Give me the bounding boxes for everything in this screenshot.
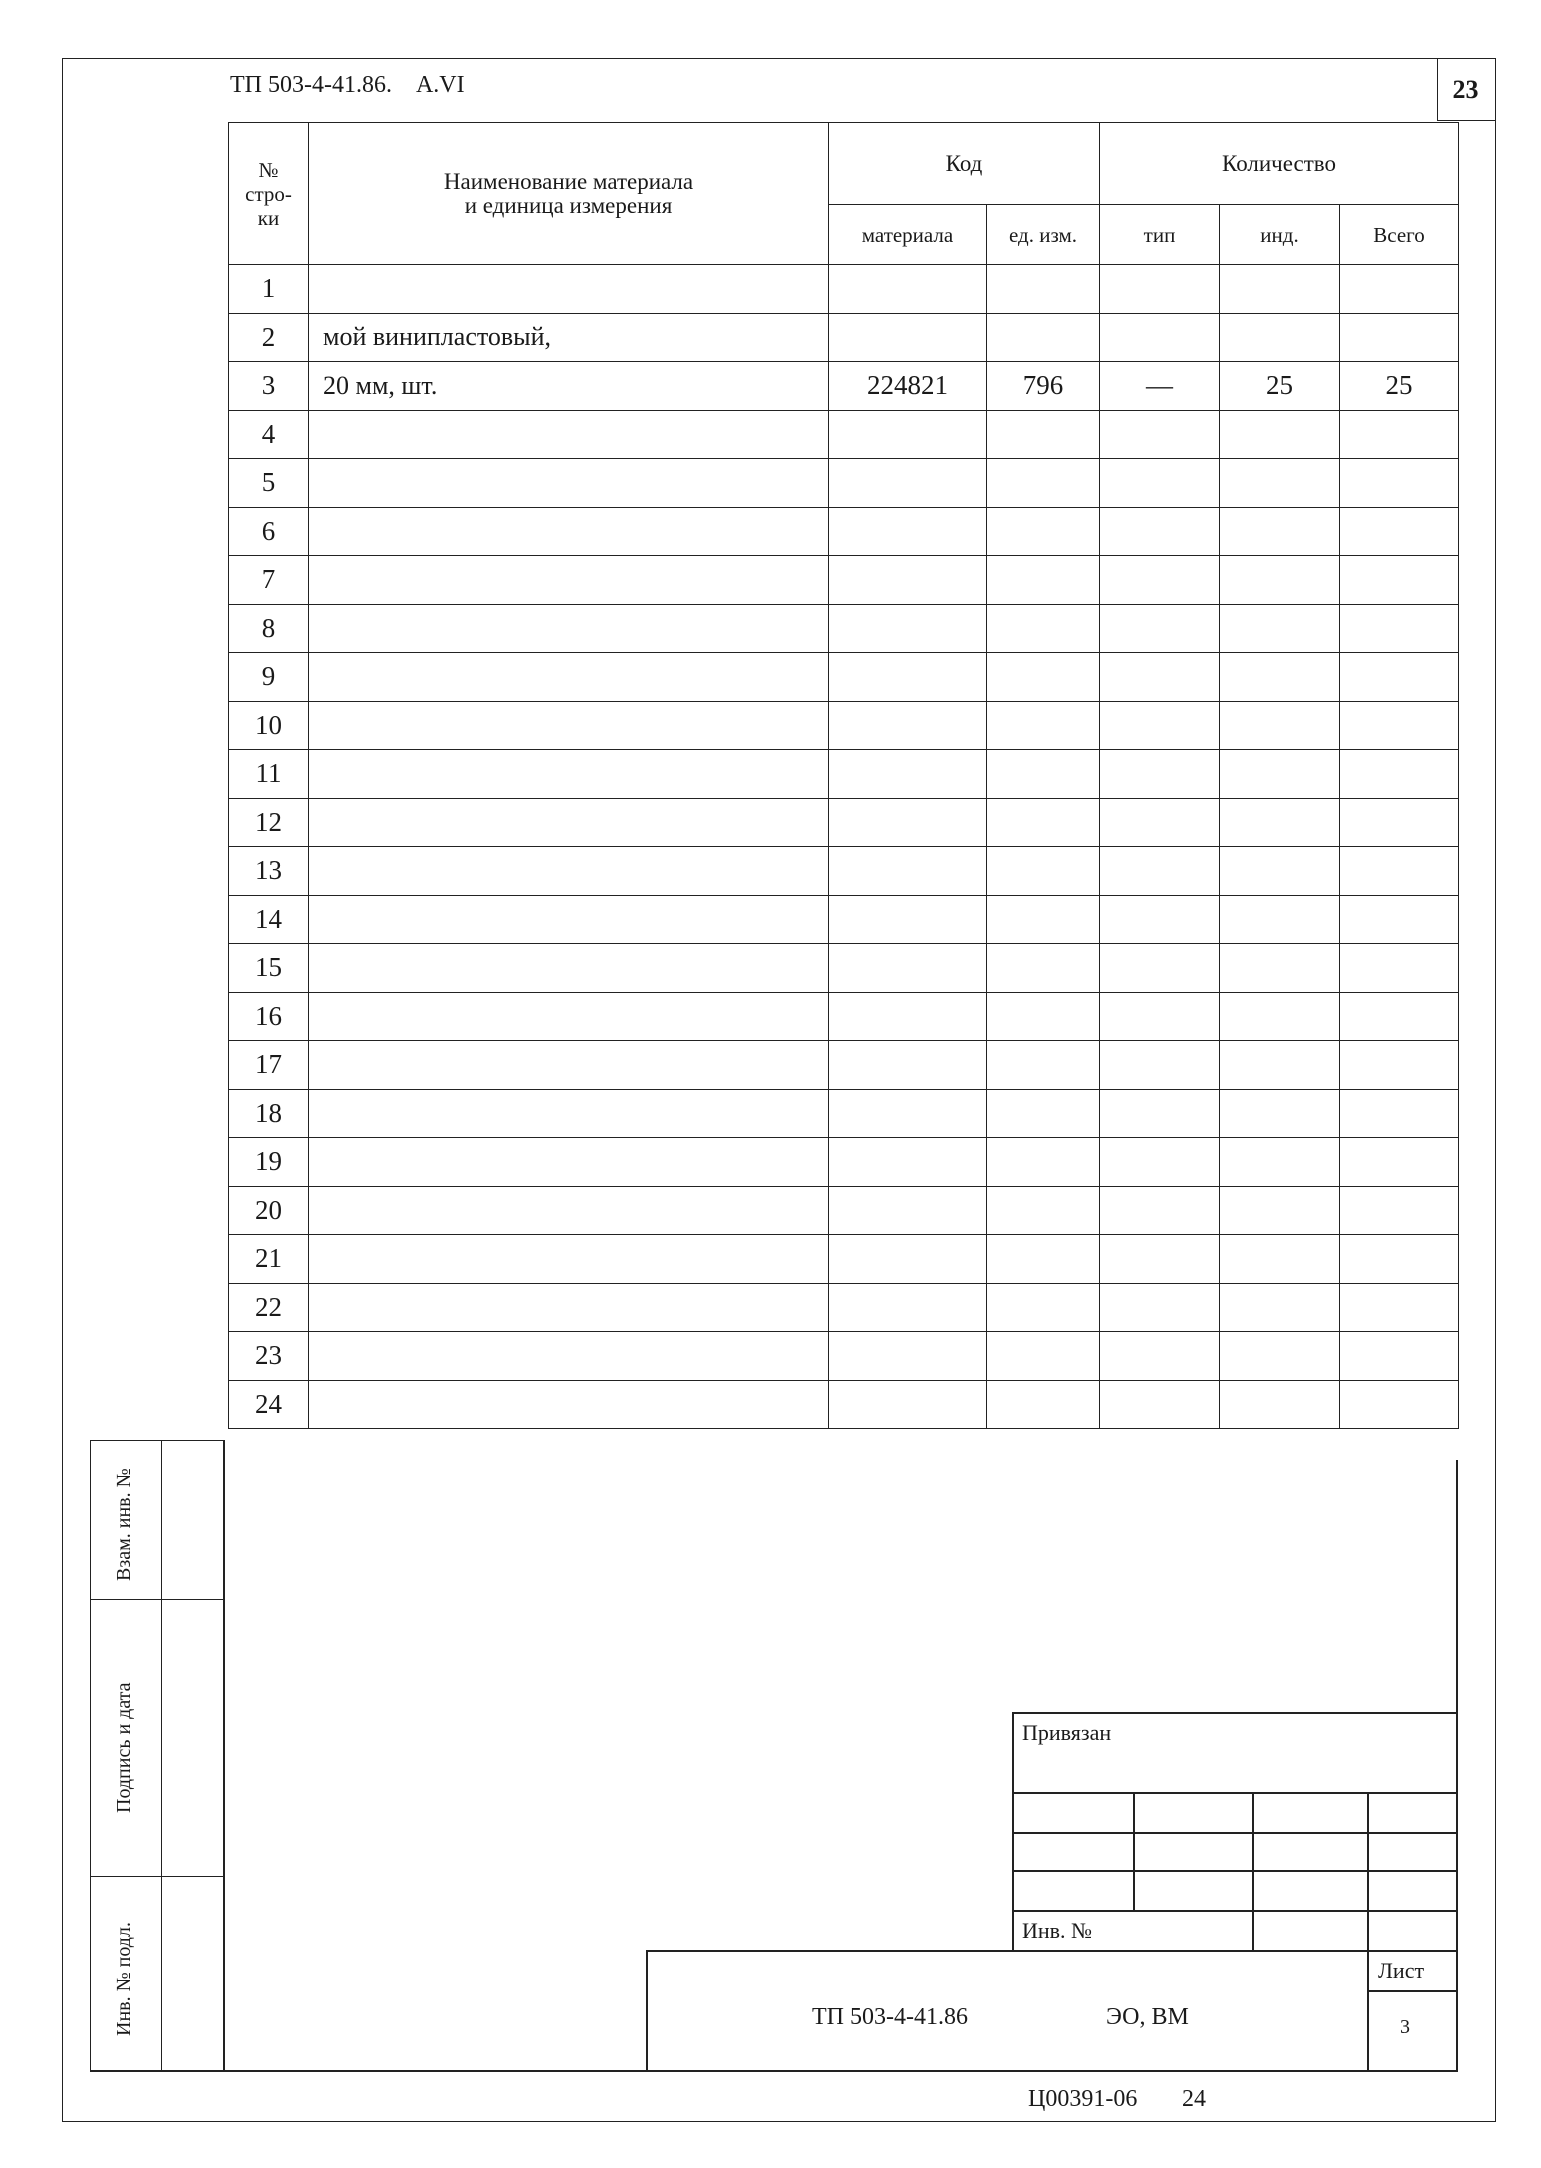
unit-code-cell [987,1332,1100,1381]
table-row [229,265,1459,314]
table-row [229,507,1459,556]
material-code-cell [829,265,987,314]
qty-ind-cell: 25 [1220,362,1340,411]
qty-type-cell [1100,1089,1220,1138]
qty-ind-cell [1220,1089,1340,1138]
qty-type-cell [1100,750,1220,799]
table-row [229,701,1459,750]
qty-total-cell [1340,847,1459,896]
unit-code-cell [987,701,1100,750]
stamp-sheet-number: 3 [1400,2016,1410,2038]
qty-ind-cell [1220,313,1340,362]
material-name-cell [309,604,829,653]
qty-total-cell [1340,895,1459,944]
qty-total-cell [1340,265,1459,314]
qty-ind-cell [1220,1138,1340,1187]
material-code-cell [829,507,987,556]
qty-total-cell [1340,1332,1459,1381]
material-name-cell [309,265,829,314]
row-number-cell: 9 [229,653,309,702]
qty-ind-cell [1220,944,1340,993]
unit-code-cell [987,895,1100,944]
row-number-cell: 2 [229,313,309,362]
qty-type-cell [1100,459,1220,508]
qty-total-cell [1340,1186,1459,1235]
qty-ind-cell [1220,750,1340,799]
qty-total-cell [1340,653,1459,702]
qty-type-cell [1100,556,1220,605]
table-row [229,1283,1459,1332]
material-code-cell [829,604,987,653]
stamp-line [1012,1712,1458,1714]
unit-code-cell [987,459,1100,508]
stamp-line [1012,1792,1458,1794]
material-name-cell [309,1283,829,1332]
unit-code-cell [987,1186,1100,1235]
qty-total-cell [1340,1235,1459,1284]
material-code-cell [829,1186,987,1235]
row-number-cell: 19 [229,1138,309,1187]
qty-type-cell [1100,895,1220,944]
qty-ind-cell [1220,1235,1340,1284]
qty-total-cell [1340,313,1459,362]
unit-code-cell [987,1380,1100,1429]
inner-right-line [1456,1460,1458,2072]
qty-ind-cell [1220,798,1340,847]
unit-code-cell [987,847,1100,896]
archive-page: 24 [1182,2086,1206,2112]
qty-type-cell [1100,1380,1220,1429]
qty-ind-cell [1220,701,1340,750]
qty-ind-cell [1220,507,1340,556]
material-code-cell [829,653,987,702]
row-number-cell: 24 [229,1380,309,1429]
unit-code-cell [987,1138,1100,1187]
material-code-cell [829,1283,987,1332]
unit-code-cell: 796 [987,362,1100,411]
table-row [229,1235,1459,1284]
qty-type-cell [1100,265,1220,314]
table-row [229,313,1459,362]
col-code-material-header: материала [829,205,987,265]
qty-ind-cell [1220,265,1340,314]
table-row [229,1332,1459,1381]
table-row [229,798,1459,847]
qty-ind-cell [1220,653,1340,702]
table-row [229,847,1459,896]
row-number-cell: 8 [229,604,309,653]
col-qty-total-header: Всего [1340,205,1459,265]
unit-code-cell [987,1235,1100,1284]
qty-total-cell [1340,459,1459,508]
stamp-line [1012,1832,1458,1834]
row-number-cell: 22 [229,1283,309,1332]
unit-code-cell [987,265,1100,314]
side-stamp-divider [161,1441,162,2071]
col-code-unit-header: ед. изм. [987,205,1100,265]
material-code-cell [829,459,987,508]
table-row [229,1089,1459,1138]
unit-code-cell [987,410,1100,459]
col-qty-type-header: тип [1100,205,1220,265]
stamp-section: ЭО, ВМ [1106,2004,1189,2030]
material-name-cell [309,507,829,556]
qty-ind-cell [1220,847,1340,896]
materials-table [228,122,1459,1429]
stamp-line [1367,1792,1369,2072]
material-name-cell [309,653,829,702]
material-name-cell [309,1186,829,1235]
material-code-cell [829,798,987,847]
qty-total-cell [1340,556,1459,605]
archive-code: Ц00391-06 [1028,2086,1138,2112]
material-code-cell [829,1380,987,1429]
qty-ind-cell [1220,1283,1340,1332]
row-number-cell: 10 [229,701,309,750]
material-name-cell [309,944,829,993]
row-number-cell: 11 [229,750,309,799]
table-row [229,604,1459,653]
unit-code-cell [987,653,1100,702]
qty-total-cell [1340,992,1459,1041]
qty-ind-cell [1220,1332,1340,1381]
inner-bottom-line [90,2070,1458,2072]
stamp-inv-label: Инв. № [1022,1918,1093,1943]
qty-type-cell [1100,992,1220,1041]
qty-ind-cell [1220,459,1340,508]
qty-ind-cell [1220,556,1340,605]
stamp-bound-label: Привязан [1022,1720,1112,1745]
material-name-cell [309,895,829,944]
material-name-cell [309,556,829,605]
table-row [229,1138,1459,1187]
qty-total-cell [1340,507,1459,556]
col-qty-ind-header: инд. [1220,205,1340,265]
qty-type-cell [1100,1138,1220,1187]
material-code-cell [829,1041,987,1090]
qty-type-cell [1100,944,1220,993]
qty-type-cell [1100,1186,1220,1235]
qty-total-cell [1340,701,1459,750]
col-code-header: Код [829,123,1100,205]
unit-code-cell [987,1041,1100,1090]
qty-type-cell [1100,653,1220,702]
material-code-cell [829,1235,987,1284]
table-row [229,1041,1459,1090]
row-number-cell: 12 [229,798,309,847]
table-row [229,944,1459,993]
table-row [229,410,1459,459]
stamp-line [646,1950,1458,1952]
stamp-line [1012,1870,1458,1872]
col-row-no-header: № стро- ки [229,123,309,265]
row-number-cell: 15 [229,944,309,993]
qty-type-cell [1100,507,1220,556]
table-row [229,1186,1459,1235]
qty-total-cell [1340,750,1459,799]
qty-total-cell [1340,410,1459,459]
material-name-cell [309,459,829,508]
table-row [229,362,1459,411]
table-row [229,653,1459,702]
material-code-cell [829,992,987,1041]
row-number-cell: 3 [229,362,309,411]
side-label-signature-date: Подпись и дата [113,1682,135,1813]
material-name-cell [309,1041,829,1090]
unit-code-cell [987,798,1100,847]
material-code-cell [829,1138,987,1187]
qty-type-cell [1100,701,1220,750]
qty-total-cell [1340,1283,1459,1332]
material-name-cell [309,1089,829,1138]
material-code-cell [829,556,987,605]
material-code-cell [829,895,987,944]
qty-total-cell [1340,1138,1459,1187]
unit-code-cell [987,992,1100,1041]
qty-total-cell: 25 [1340,362,1459,411]
qty-type-cell [1100,313,1220,362]
qty-total-cell [1340,604,1459,653]
material-name-cell [309,992,829,1041]
col-name-header: Наименование материала и единица измерения [309,123,829,265]
qty-ind-cell [1220,1186,1340,1235]
row-number-cell: 21 [229,1235,309,1284]
row-number-cell: 16 [229,992,309,1041]
row-number-cell: 14 [229,895,309,944]
row-number-cell: 5 [229,459,309,508]
row-number-cell: 4 [229,410,309,459]
qty-type-cell [1100,798,1220,847]
material-name-cell [309,701,829,750]
stamp-sheet-label: Лист [1378,1958,1425,1983]
qty-type-cell [1100,1332,1220,1381]
table-row [229,1380,1459,1429]
side-label-orig-inv: Инв. № подл. [113,1922,135,2036]
doc-code-header: ТП 503-4-41.86. A.VI [230,72,465,98]
row-number-cell: 13 [229,847,309,896]
stamp-line [1133,1792,1135,1910]
material-code-cell [829,944,987,993]
binding-line [223,1440,225,2072]
unit-code-cell [987,750,1100,799]
side-stamp-row-line [91,1599,225,1600]
qty-type-cell [1100,410,1220,459]
qty-ind-cell [1220,1380,1340,1429]
table-row [229,556,1459,605]
material-code-cell [829,1089,987,1138]
material-name-cell [309,798,829,847]
row-number-cell: 6 [229,507,309,556]
material-name-cell: 20 мм, шт. [309,362,829,411]
material-code-cell [829,750,987,799]
qty-ind-cell [1220,604,1340,653]
qty-type-cell [1100,1235,1220,1284]
material-name-cell [309,1332,829,1381]
material-name-cell [309,1380,829,1429]
unit-code-cell [987,556,1100,605]
stamp-line [1252,1792,1254,1952]
stamp-line [646,1950,648,2072]
row-number-cell: 20 [229,1186,309,1235]
qty-total-cell [1340,944,1459,993]
qty-ind-cell [1220,410,1340,459]
unit-code-cell [987,604,1100,653]
table-row [229,459,1459,508]
material-code-cell: 224821 [829,362,987,411]
page-number: 23 [1452,75,1479,104]
material-code-cell [829,847,987,896]
stamp-line [1012,1910,1458,1912]
qty-ind-cell [1220,895,1340,944]
qty-total-cell [1340,1041,1459,1090]
qty-type-cell [1100,604,1220,653]
material-name-cell [309,1235,829,1284]
unit-code-cell [987,1089,1100,1138]
qty-type-cell [1100,847,1220,896]
stamp-doc-code: ТП 503-4-41.86 [812,2004,968,2030]
material-code-cell [829,313,987,362]
table-row [229,750,1459,799]
material-name-cell [309,750,829,799]
side-label-replaced-inv: Взам. инв. № [113,1468,135,1581]
qty-type-cell: — [1100,362,1220,411]
material-code-cell [829,1332,987,1381]
material-name-cell [309,410,829,459]
material-name-cell [309,847,829,896]
stamp-line [1367,1990,1457,1992]
qty-total-cell [1340,1089,1459,1138]
unit-code-cell [987,944,1100,993]
material-name-cell [309,1138,829,1187]
material-code-cell [829,701,987,750]
qty-ind-cell [1220,1041,1340,1090]
col-qty-header: Количество [1100,123,1459,205]
unit-code-cell [987,1283,1100,1332]
material-code-cell [829,410,987,459]
qty-ind-cell [1220,992,1340,1041]
unit-code-cell [987,313,1100,362]
qty-total-cell [1340,1380,1459,1429]
qty-type-cell [1100,1283,1220,1332]
row-number-cell: 1 [229,265,309,314]
side-stamp-row-line [91,1876,225,1877]
row-number-cell: 18 [229,1089,309,1138]
row-number-cell: 7 [229,556,309,605]
side-stamp [90,1440,225,2072]
material-name-cell: мой винипластовый, [309,313,829,362]
row-number-cell: 23 [229,1332,309,1381]
table-row [229,992,1459,1041]
table-row [229,895,1459,944]
row-number-cell: 17 [229,1041,309,1090]
qty-total-cell [1340,798,1459,847]
unit-code-cell [987,507,1100,556]
qty-type-cell [1100,1041,1220,1090]
